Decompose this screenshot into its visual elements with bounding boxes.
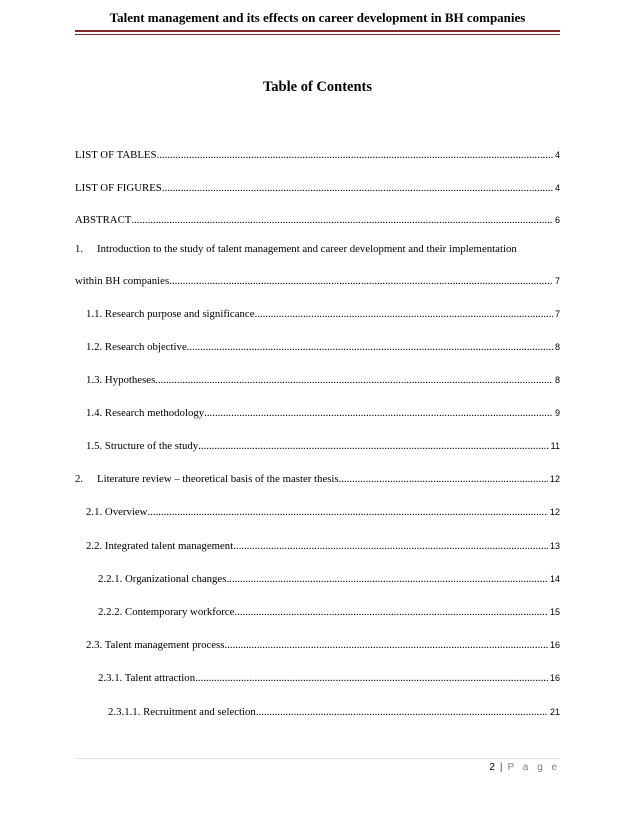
page-footer bbox=[489, 762, 560, 773]
toc-entry-label: LIST OF TABLES bbox=[75, 149, 157, 161]
dot-leader bbox=[195, 671, 548, 685]
toc-entry-page: 11 bbox=[550, 441, 560, 451]
dot-leader bbox=[255, 307, 553, 321]
toc-entry-label: 2.2.1. Organizational changes bbox=[98, 573, 227, 585]
toc-entry[interactable] bbox=[108, 705, 560, 719]
toc-entry[interactable] bbox=[86, 638, 560, 652]
footer-rule bbox=[75, 758, 560, 759]
dot-leader bbox=[256, 705, 548, 719]
toc-entry[interactable] bbox=[98, 671, 560, 685]
toc-entry-page: 21 bbox=[549, 707, 560, 717]
toc-entry-page: 12 bbox=[549, 474, 560, 484]
footer-separator: | bbox=[499, 762, 503, 773]
dot-leader bbox=[226, 572, 548, 586]
toc-entry-title: Literature review – theoretical basis of the master thesis bbox=[97, 473, 339, 485]
dot-leader bbox=[204, 406, 553, 420]
toc-entry-label bbox=[75, 472, 339, 486]
toc-entry-page: 9 bbox=[554, 408, 560, 418]
toc-entry[interactable] bbox=[86, 307, 560, 321]
toc-entry-page: 7 bbox=[554, 276, 560, 286]
toc-entry[interactable] bbox=[86, 539, 560, 553]
toc-entry-label: 1.2. Research objective bbox=[86, 341, 187, 353]
toc-entry-page: 6 bbox=[554, 215, 560, 225]
dot-leader bbox=[155, 373, 553, 387]
toc-entry-page: 8 bbox=[554, 375, 560, 385]
toc-entry-page: 13 bbox=[549, 541, 560, 551]
header-rule-thin bbox=[75, 34, 560, 35]
header-rule bbox=[75, 30, 560, 32]
toc-entry-label: 2.1. Overview bbox=[86, 506, 148, 518]
toc-entry-label: 1.5. Structure of the study bbox=[86, 440, 199, 452]
toc-entry-label: 1.3. Hypotheses bbox=[86, 374, 156, 386]
toc-entry-page: 12 bbox=[549, 507, 560, 517]
toc-entry[interactable] bbox=[86, 373, 560, 387]
toc-entry-page: 16 bbox=[549, 673, 560, 683]
section-number: 2. bbox=[75, 473, 84, 485]
toc-entry-page: 4 bbox=[554, 183, 560, 193]
toc-entry-label: 1.4. Research methodology bbox=[86, 407, 205, 419]
toc-entry[interactable] bbox=[75, 274, 560, 288]
dot-leader bbox=[233, 539, 548, 553]
dot-leader bbox=[339, 472, 548, 486]
toc-entry[interactable] bbox=[86, 439, 560, 453]
toc-entry-label: LIST OF FIGURES bbox=[75, 182, 162, 194]
running-header: Talent management and its effects on career development in BH companies bbox=[109, 10, 526, 25]
dot-leader bbox=[234, 605, 548, 619]
toc-entry-page: 16 bbox=[549, 640, 560, 650]
dot-leader bbox=[169, 274, 553, 288]
toc-entry[interactable] bbox=[86, 340, 560, 354]
toc-entry-label: 2.2.2. Contemporary workforce bbox=[98, 606, 235, 618]
toc-entry[interactable] bbox=[86, 406, 560, 420]
toc-entry-label: 2.3.1. Talent attraction bbox=[98, 672, 196, 684]
toc-entry-label: 2.3.1.1. Recruitment and selection bbox=[108, 706, 256, 718]
toc-entry[interactable] bbox=[75, 148, 560, 162]
page-word: P a g e bbox=[507, 762, 560, 773]
toc-entry-label: within BH companies bbox=[75, 275, 170, 287]
toc-entry[interactable] bbox=[75, 181, 560, 195]
toc-entry-label: Introduction to the study of talent management and career development and their implementation bbox=[97, 243, 517, 255]
dot-leader bbox=[147, 505, 548, 519]
section-number: 1. bbox=[75, 243, 84, 255]
toc-entry-label: 2.3. Talent management process bbox=[86, 639, 225, 651]
toc-entry-page: 15 bbox=[549, 607, 560, 617]
dot-leader bbox=[162, 181, 553, 195]
page-number: 2 bbox=[489, 762, 495, 773]
toc-entry[interactable] bbox=[98, 605, 560, 619]
dot-leader bbox=[131, 213, 553, 227]
toc-entry-page: 4 bbox=[554, 150, 560, 160]
toc-entry-line1[interactable] bbox=[75, 242, 560, 256]
toc-title: Table of Contents bbox=[262, 79, 373, 95]
toc-entry-label: 2.2. Integrated talent management bbox=[86, 540, 234, 552]
dot-leader bbox=[198, 439, 549, 453]
toc-entry-page: 7 bbox=[554, 309, 560, 319]
dot-leader bbox=[187, 340, 553, 354]
toc-entry-page: 14 bbox=[549, 574, 560, 584]
dot-leader bbox=[157, 148, 553, 162]
toc-entry-label: ABSTRACT bbox=[75, 214, 132, 226]
toc-entry-label: 1.1. Research purpose and significance bbox=[86, 308, 255, 320]
toc-entry[interactable] bbox=[98, 572, 560, 586]
dot-leader bbox=[224, 638, 548, 652]
toc-entry-page: 8 bbox=[554, 342, 560, 352]
toc-entry[interactable] bbox=[75, 472, 560, 486]
toc-entry[interactable] bbox=[86, 505, 560, 519]
toc-entry[interactable] bbox=[75, 213, 560, 227]
